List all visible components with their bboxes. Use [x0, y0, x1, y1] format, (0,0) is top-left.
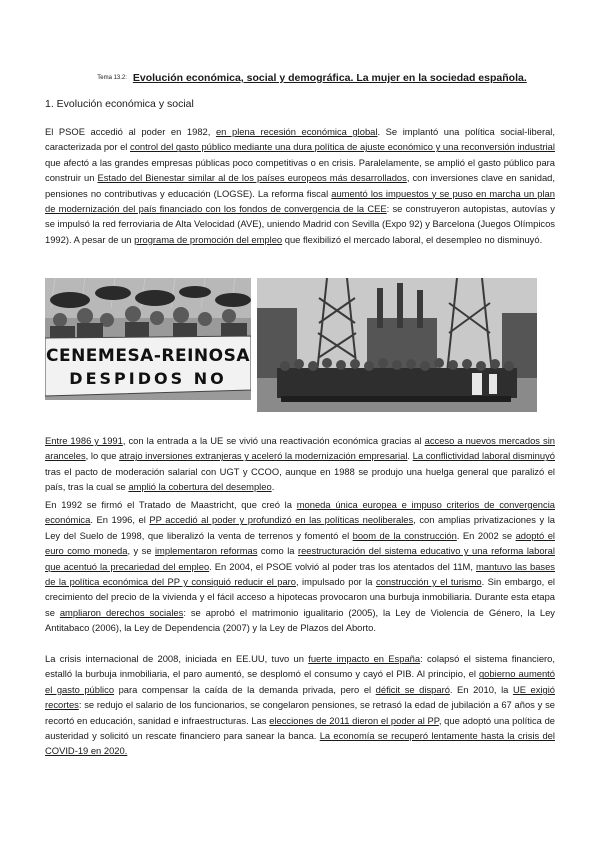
- underlined-text: PP accedió al poder y profundizó en las políticas neoliberales: [149, 514, 414, 526]
- underlined-text: control del gasto público mediante una dura política de ajuste económico y una reconversión industrial: [130, 141, 555, 153]
- underlined-text: aumentó los impuestos y se puso en marcha un plan de modernización del país financiado con los fondos de convergencia de la CEE: [45, 187, 555, 215]
- underlined-text: adoptó el euro como moneda: [45, 529, 556, 557]
- underlined-text: La economía se recuperó lentamente hasta la crisis del COVID-19 en 2020.: [45, 730, 555, 757]
- paragraph-text: , y se: [127, 545, 155, 557]
- paragraph-1992-maastricht: [45, 497, 555, 636]
- section-heading: 1. Evolución económica y social: [45, 98, 194, 110]
- paragraph-text: : se construyeron autopistas, autovías y se impulsó la red ferroviaria de Alta Velocidad (AVE), uniendo Madrid con Sevilla (Expo 92) y Barcelona (Juegos Olímpicos 1992). A pesar de un: [45, 203, 555, 245]
- workers-industrial-photo: [257, 278, 537, 412]
- banner-text-line2: DESPIDOS NO: [69, 369, 227, 388]
- paragraph-text: , con la entrada a la UE se vivió una reactivación económica gracias al: [122, 435, 425, 446]
- paragraph-text: El PSOE accedió al poder en 1982,: [45, 126, 216, 137]
- paragraph-text: : colapsó el sistema financiero, estalló la burbuja inmobiliaria, el paro aumentó, se desplomó el consumo y cayó el PIB. Al principio, el: [45, 653, 555, 680]
- underlined-text: elecciones de 2011 dieron el poder al PP: [269, 714, 439, 726]
- underlined-text: boom de la construcción: [352, 529, 457, 541]
- underlined-text: en plena recesión económica global: [215, 126, 378, 137]
- underlined-text: moneda única europea e impuso criterios de convergencia económica: [45, 499, 556, 526]
- paragraph-text: La crisis internacional de 2008, iniciada en EE.UU, tuvo un: [45, 653, 309, 664]
- paragraph-text: . Se implantó una política social-liberal, caracterizada por el: [45, 126, 555, 153]
- paragraph-text: , impulsado por la: [296, 576, 376, 588]
- paragraph-text: . Sin embargo, el crecimiento del precio de la vivienda y el fácil acceso a hipotecas provocaron una burbuja inmobiliaria. Durante esta etapa se: [45, 576, 555, 618]
- paragraph-2008-crisis: [45, 651, 555, 759]
- paragraph-text: . En 2010, la: [449, 683, 513, 695]
- underlined-text: La conflictividad laboral disminuyó: [412, 450, 555, 462]
- page-title: [72, 72, 552, 84]
- paragraph-text: , lo que: [85, 450, 120, 462]
- paragraph-text: que afectó a las grandes empresas públicas poco competitivas o en crisis. Paralelamente, se amplió el gasto público para construir un: [45, 156, 555, 184]
- paragraph-text: que flexibilizó el mercado laboral, el desempleo no disminuyó.: [282, 233, 543, 245]
- underlined-text: implementaron reformas: [154, 545, 258, 557]
- paragraph-text: . En 1996, el: [90, 514, 150, 526]
- paragraph-1986-1991: [45, 433, 555, 495]
- paragraph-text: tras el pacto de moderación salarial con UGT y CCOO, aunque en 1988 se produjo una huelga general que paralizó el país, tras la cual se: [45, 465, 555, 493]
- paragraph-text: .: [407, 450, 413, 462]
- topic-label: Tema 13.2:: [97, 75, 127, 81]
- underlined-text: déficit se disparó: [375, 683, 450, 695]
- paragraph-text: .: [271, 481, 275, 493]
- underlined-text: UE exigió recortes: [45, 683, 556, 711]
- underlined-text: Estado del Bienestar similar al de los países europeos más desarrollados: [97, 172, 407, 184]
- underlined-text: amplió la cobertura del desempleo: [128, 481, 272, 493]
- underlined-text: ampliaron derechos sociales: [59, 606, 184, 618]
- paragraph-text: : se redujo el salario de los funcionarios, se congelaron pensiones, se retrasó la edad de jubilación a 67 años y se recortó en educación, sanidad e infraestructuras. Las: [45, 699, 555, 726]
- banner-text-line1: CENEMESA-REINOSA: [45, 346, 251, 366]
- underlined-text: Entre 1986 y 1991: [45, 435, 123, 446]
- title-text: Evolución económica, social y demográfica. La mujer en la sociedad española.: [132, 72, 527, 84]
- paragraph-text: . En 2004, el PSOE volvió al poder tras los atentados del 11M,: [209, 560, 476, 572]
- paragraph-text: En 1992 se firmó el Tratado de Maastricht, que creó la: [45, 499, 297, 510]
- paragraph-text: . En 2002 se: [456, 529, 516, 541]
- paragraph-text: para compensar la caída de la demanda privada, pero el: [114, 683, 376, 695]
- paragraph-text: , con inversiones clave en sanidad, pensiones no contributivas y educación (LOGSE). La reforma fiscal: [45, 172, 555, 199]
- underlined-text: gobierno aumentó el gasto público: [45, 668, 556, 695]
- paragraph-text: , con amplias privatizaciones y la Ley del Suelo de 1998, que liberalizó la venta de terrenos y fomentó el: [45, 514, 555, 541]
- underlined-text: atrajo inversiones extranjeras y aceleró la modernización empresarial: [119, 450, 408, 462]
- paragraph-text: : se aprobó el matrimonio igualitario (2005), la Ley de Violencia de Género, la Ley Antitabaco (2006), la Ley de Dependencia (2007) y la Ley de Plazos del Aborto.: [45, 606, 555, 634]
- underlined-text: fuerte impacto en España: [308, 653, 421, 664]
- underlined-text: acceso a nuevos mercados sin aranceles: [45, 435, 555, 462]
- paragraph-text: como la: [257, 545, 298, 557]
- underlined-text: construcción y el turismo: [375, 576, 482, 588]
- underlined-text: programa de promoción del empleo: [134, 233, 283, 245]
- underlined-text: reestructuración del sistema educativo y una reforma laboral que acentuó la precariedad del empleo: [45, 545, 555, 572]
- protest-photo: [45, 278, 251, 400]
- paragraph-1982-reforms: [45, 124, 555, 247]
- underlined-text: mantuvo las bases de la política económica del PP y consiguió reducir el paro: [45, 560, 555, 588]
- paragraph-text: , que adoptó una política de austeridad y solicitó un rescate financiero para sanear la banca.: [45, 714, 555, 742]
